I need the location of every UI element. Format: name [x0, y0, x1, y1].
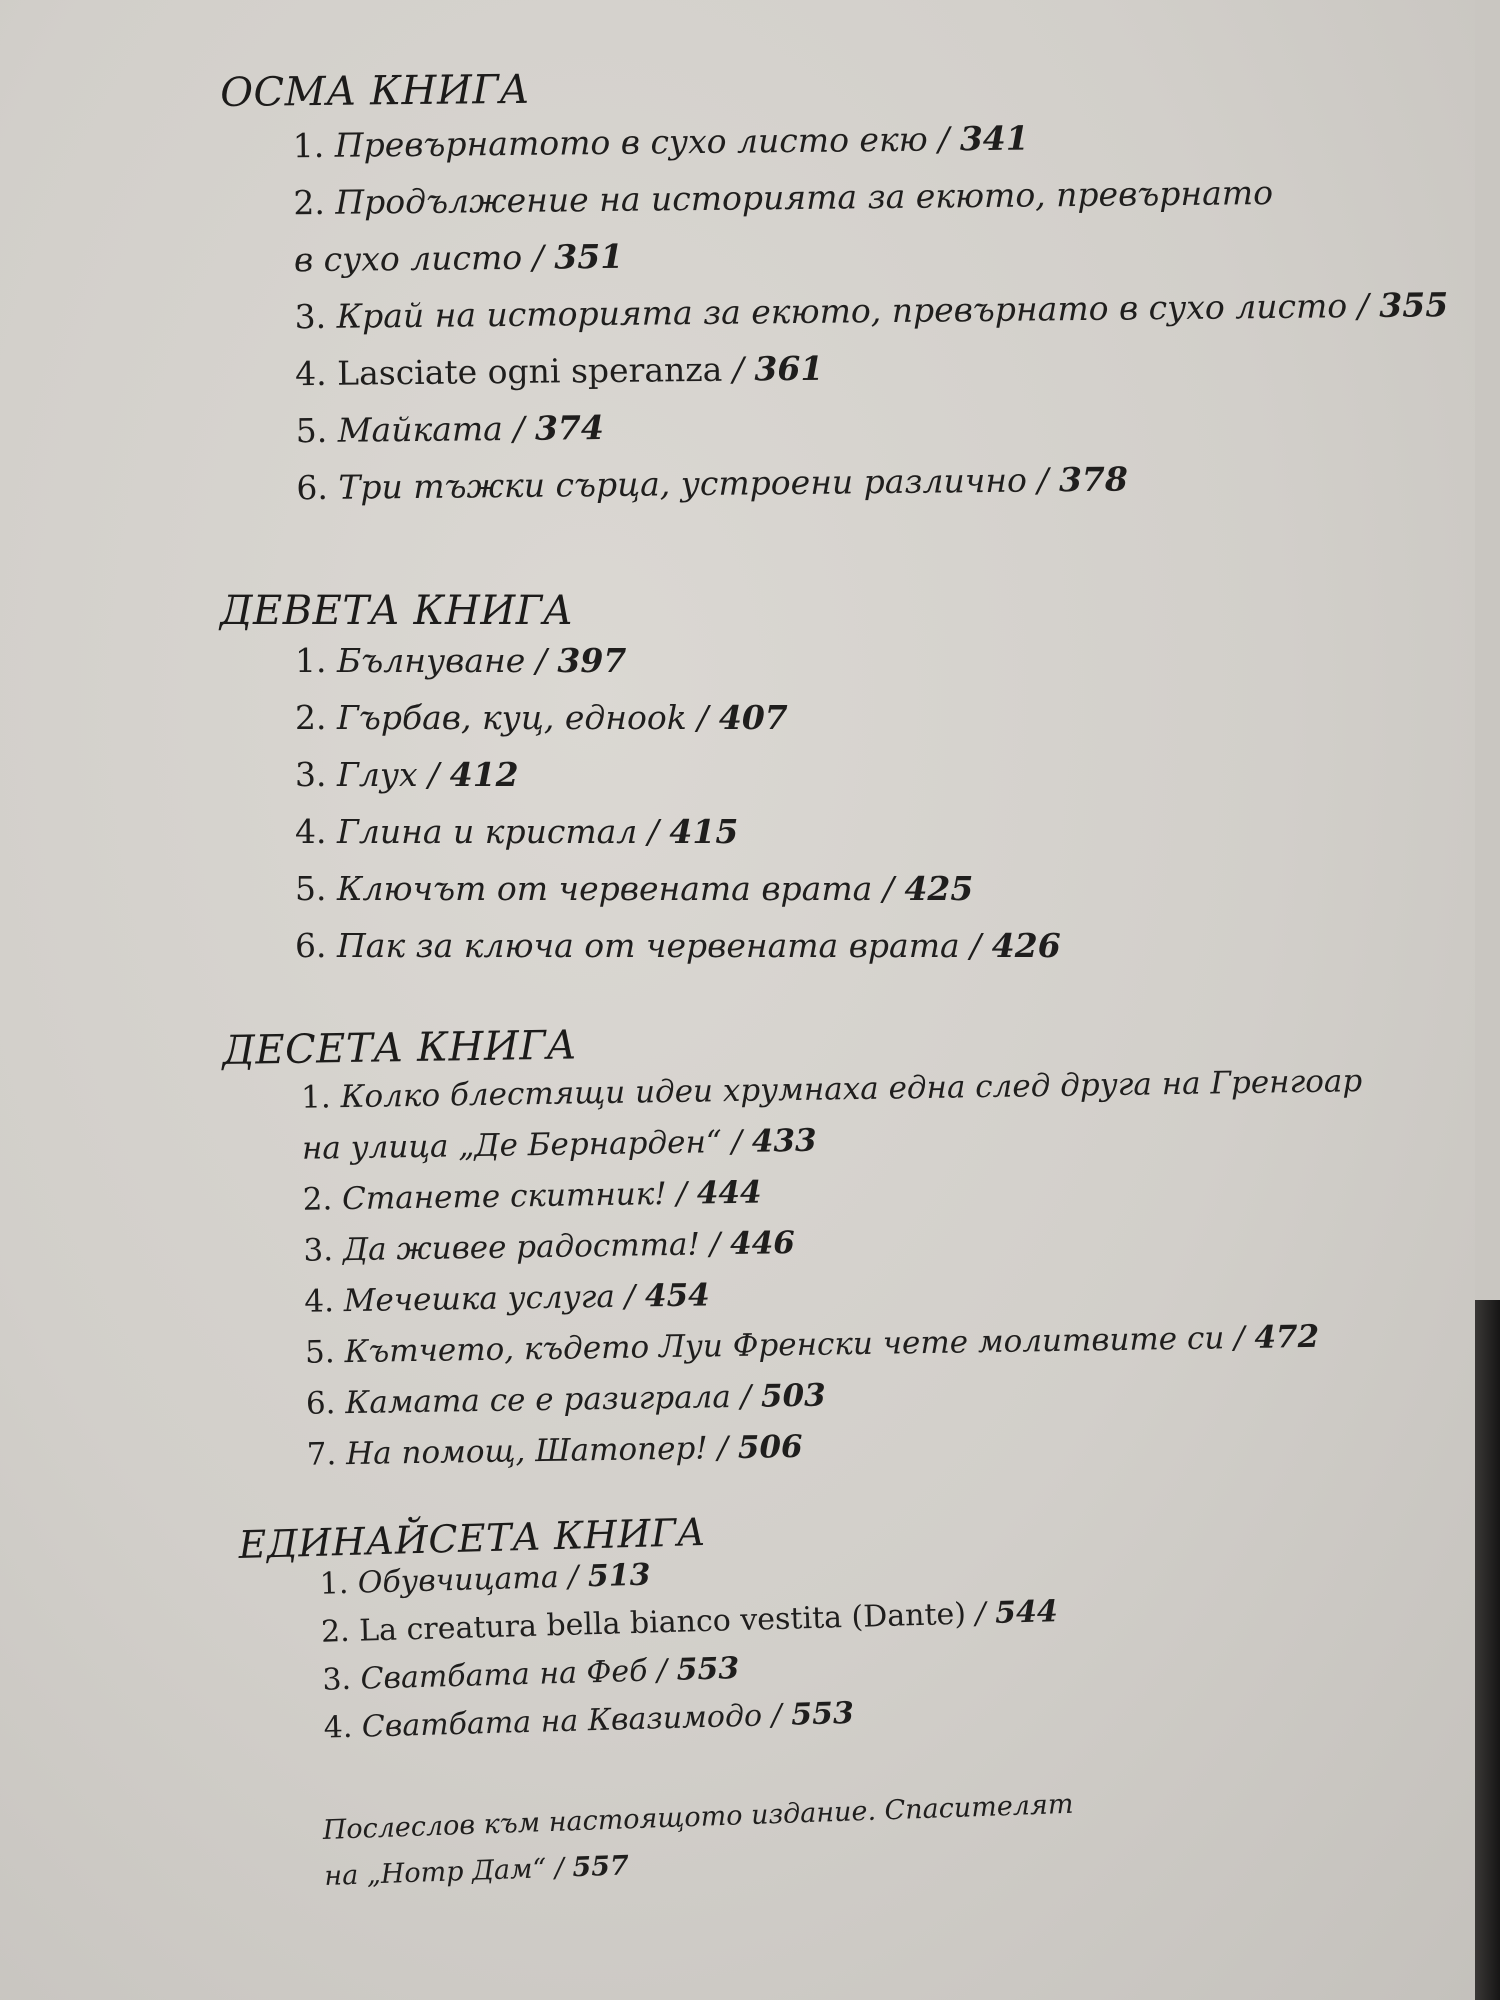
section-heading: ДЕСЕТА КНИГА	[222, 1022, 578, 1074]
toc-entry: 1. Превърнатото в сухо листо екю / 341	[292, 118, 1029, 166]
toc-entry: 5. Майката / 374	[295, 408, 605, 451]
entry-page: 433	[751, 1122, 817, 1160]
entry-page: 378	[1058, 459, 1129, 500]
entry-page: 355	[1379, 285, 1449, 325]
entry-number: 2.	[295, 698, 327, 737]
toc-entry: 2. La creatura bella bianco vestita (Dante) / 544	[320, 1594, 1059, 1650]
entry-number: 3.	[294, 296, 327, 337]
entry-title: Глух	[337, 755, 418, 794]
toc-entry: 2. Гърбав, куц, еднook / 407	[295, 698, 788, 737]
toc-list	[292, 105, 1479, 516]
entry-title: Край на историята за екюто, превърнато в сухо листо	[336, 286, 1348, 336]
toc-entry: 7. На помощ, Шатопер! / 506	[306, 1428, 803, 1473]
entry-title: La creatura bella bianco vestita (Dante)	[358, 1596, 967, 1649]
entry-page: 426	[991, 926, 1061, 965]
section-book-8	[0, 57, 1480, 519]
entry-page: 553	[676, 1651, 740, 1688]
toc-entry: 6. Пак за ключа от червената врата / 426	[295, 926, 1061, 965]
section-book-10	[0, 1008, 1482, 1485]
entry-page: 553	[790, 1695, 855, 1733]
toc-list	[295, 632, 1475, 974]
toc-entry: 3. Сватбата на Феб / 553	[321, 1651, 740, 1698]
entry-number: 4.	[295, 812, 327, 851]
entry-number: 3.	[303, 1232, 334, 1269]
entry-number: 1.	[295, 641, 327, 680]
toc-entry: 3. Край на историята за екюто, превърнато в сухо листо / 355	[294, 285, 1449, 337]
entry-number: 3.	[321, 1661, 352, 1698]
toc-entry-continuation: в сухо листо / 351	[293, 236, 624, 280]
entry-page: 351	[554, 236, 624, 277]
entry-title: Да живее радостта!	[342, 1226, 701, 1269]
toc-entry: 4. Глина и кристал / 415	[295, 812, 739, 851]
entry-title: Превърнатото в сухо листо екю	[334, 119, 928, 165]
entry-page: 407	[718, 698, 788, 737]
entry-page: 415	[669, 812, 739, 851]
entry-title: Ключът от червената врата	[337, 869, 873, 908]
entry-title: Майката	[337, 409, 504, 450]
entry-page: 444	[696, 1174, 762, 1212]
afterword-line-2: на „Нотр Дам“ / 557	[323, 1850, 630, 1892]
toc-entry: 3. Глух / 412	[295, 755, 519, 794]
entry-number: 5.	[295, 869, 327, 908]
entry-number: 7.	[306, 1436, 337, 1473]
entry-title: Обувчицата	[357, 1560, 560, 1601]
toc-entry: 4. Мечешка услуга / 454	[304, 1277, 711, 1320]
toc-list	[319, 1528, 1481, 1752]
entry-page: 412	[449, 755, 519, 794]
entry-page: 397	[557, 641, 627, 680]
entry-title: Мечешка услуга	[343, 1278, 616, 1320]
afterword-page: 557	[571, 1850, 630, 1884]
toc-entry: 5. Ключът от червената врата / 425	[295, 869, 974, 908]
entry-title: на улица „Де Бернарден“	[301, 1124, 722, 1167]
section-heading: ЕДИНАЙСЕТА КНИГА	[238, 1509, 707, 1567]
entry-title: Станете скитник!	[341, 1176, 667, 1218]
entry-number: 1.	[292, 125, 325, 166]
toc-entry: 4. Сватбата на Квазимодо / 553	[323, 1695, 855, 1746]
entry-page: 503	[760, 1377, 827, 1415]
entry-number: 6.	[305, 1385, 336, 1422]
entry-number: 2.	[320, 1613, 351, 1650]
toc-entry: 5. Кътчето, където Луи Френски чете молитвите си / 472	[304, 1318, 1320, 1371]
entry-title: На помощ, Шатопер!	[345, 1430, 709, 1473]
entry-title: Три тъжки сърца, устроени различно	[338, 460, 1028, 507]
toc-entry: 3. Да живее радостта! / 446	[303, 1225, 796, 1269]
entry-number: 6.	[296, 467, 329, 508]
entry-title: Сватбата на Квазимодо	[361, 1698, 763, 1745]
section-book-11	[0, 1488, 1481, 1761]
entry-title: Бълнуване	[337, 641, 526, 680]
entry-page: 454	[644, 1277, 711, 1315]
entry-title: Глина и кристал	[337, 812, 638, 851]
entry-page: 506	[737, 1428, 803, 1466]
entry-page: 361	[754, 348, 824, 389]
entry-title: Камата се е разиграла	[345, 1379, 732, 1422]
toc-entry: 4. Lasciate ogni speranza / 361	[294, 348, 824, 394]
entry-page: 374	[534, 408, 605, 448]
toc-entry: 2. Станете скитник! / 444	[302, 1174, 762, 1218]
entry-title: Продължение на историята за екюто, превърнато	[335, 172, 1274, 222]
toc-entry: 6. Три тъжки сърца, устроени различно / 378	[296, 459, 1129, 508]
afterword-line-1: Послеслов към настоящото издание. Спасителят	[322, 1788, 1074, 1846]
entry-number: 1.	[319, 1565, 349, 1602]
toc-entry: 1. Бълнуване / 397	[295, 641, 627, 680]
entry-number: 2.	[302, 1181, 333, 1218]
entry-title: Кътчето, където Луи Френски чете молитвите си	[344, 1320, 1225, 1371]
section-book-9	[0, 588, 1475, 974]
afterword-title: на „Нотр Дам“	[323, 1853, 547, 1892]
toc-entry: 6. Камата се е разиграла / 503	[305, 1377, 827, 1422]
entry-page: 472	[1254, 1318, 1320, 1356]
entry-number: 5.	[304, 1334, 335, 1371]
toc-list	[301, 1054, 1482, 1480]
entry-title: в сухо листо	[293, 237, 523, 280]
toc-entry-continuation: на улица „Де Бернарден“ / 433	[301, 1122, 817, 1167]
entry-number: 6.	[295, 926, 327, 965]
entry-number: 5.	[295, 410, 328, 451]
entry-title: Lasciate ogni speranza	[336, 349, 723, 393]
entry-title: Гърбав, куц, еднook	[337, 698, 687, 737]
entry-page: 425	[904, 869, 974, 908]
entry-number: 4.	[304, 1283, 335, 1320]
entry-number: 4.	[323, 1709, 353, 1746]
entry-title: Колко блестящи идеи хрумнаха една след друга на Гренгоар	[340, 1063, 1363, 1116]
toc-entry: 1. Обувчицата / 513	[319, 1557, 651, 1602]
entry-number: 1.	[300, 1079, 331, 1116]
entry-page: 544	[994, 1594, 1059, 1631]
section-heading: ОСМА КНИГА	[220, 66, 531, 116]
entry-page: 513	[587, 1557, 651, 1595]
entry-title: Пак за ключа от червената врата	[337, 926, 960, 965]
entry-title: Сватбата на Феб	[360, 1653, 648, 1697]
entry-number: 3.	[295, 755, 327, 794]
section-heading: ДЕВЕТА КНИГА	[220, 588, 574, 634]
entry-page: 446	[729, 1225, 796, 1263]
entry-page: 341	[959, 118, 1029, 159]
entry-number: 4.	[294, 353, 327, 394]
entry-number: 2.	[293, 182, 326, 223]
